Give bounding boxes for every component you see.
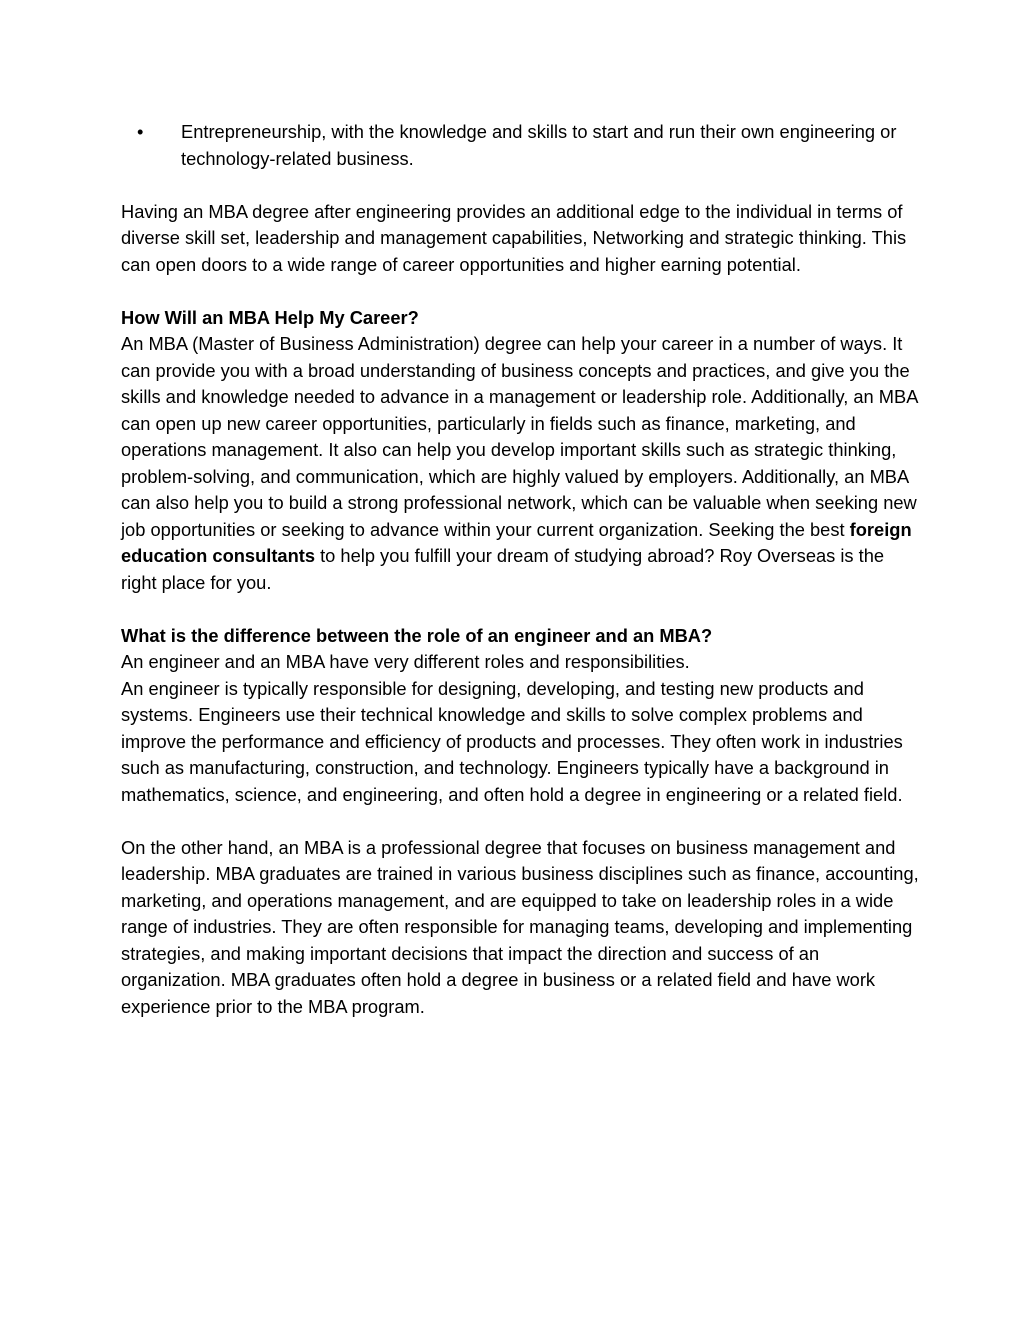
- document-page: [121, 119, 921, 1020]
- section-body-mba-career: [121, 331, 921, 596]
- bullet-text: Entrepreneurship, with the knowledge and skills to start and run their own engineering or technology-related business.: [181, 121, 897, 169]
- bullet-list: [121, 119, 921, 172]
- section-heading-mba-career: How Will an MBA Help My Career?: [121, 306, 419, 328]
- body-text-before: An MBA (Master of Business Administration) degree can help your career in a number of ways. It can provide you with a broad understanding of business concepts and practices, and give you the skills and knowledge needed to advance in a management or leadership role. Additionally, an MBA can open up new career opportunities, particularly in fields such as finance, marketing, and operations management. It also can help you develop important skills such as strategic thinking, problem-solving, and communication, which are highly valued by employers. Additionally, an MBA can also help you to build a strong professional network, which can be valuable when seeking new job opportunities or seeking to advance within your current organization. Seeking the best: [121, 333, 918, 540]
- section-intro-line: An engineer and an MBA have very different roles and responsibilities.: [121, 651, 690, 672]
- bold-link-phrase: foreign education consultants: [121, 518, 912, 566]
- intro-paragraph: Having an MBA degree after engineering provides an additional edge to the individual in terms of diverse skill set, leadership and management capabilities, Networking and strategic thinking. This can open doors to a wide range of career opportunities and higher earning potential.: [121, 200, 907, 275]
- bullet-item-entrepreneurship: [121, 119, 921, 172]
- engineer-role-paragraph: An engineer is typically responsible for designing, developing, and testing new products and systems. Engineers use their technical knowledge and skills to solve complex problems and improve the performance and efficiency of products and processes. They often work in industries such as manufacturing, construction, and technology. Engineers typically have a background in mathematics, science, and engineering, and often hold a degree in engineering or a related field.: [121, 677, 903, 805]
- section-heading-engineer-vs-mba: What is the difference between the role of an engineer and an MBA?: [121, 624, 713, 646]
- bullet-icon: •: [137, 121, 144, 142]
- body-text-after: to help you fulfill your dream of studying abroad? Roy Overseas is the right place for you.: [121, 545, 885, 593]
- mba-role-paragraph: On the other hand, an MBA is a professional degree that focuses on business management and leadership. MBA graduates are trained in various business disciplines such as finance, accounting, marketing, and operations management, and are equipped to take on leadership roles in a wide range of industries. They are often responsible for managing teams, developing and implementing strategies, and making important decisions that impact the direction and success of an organization. MBA graduates often hold a degree in business or a related field and have work experience prior to the MBA program.: [121, 836, 919, 1017]
